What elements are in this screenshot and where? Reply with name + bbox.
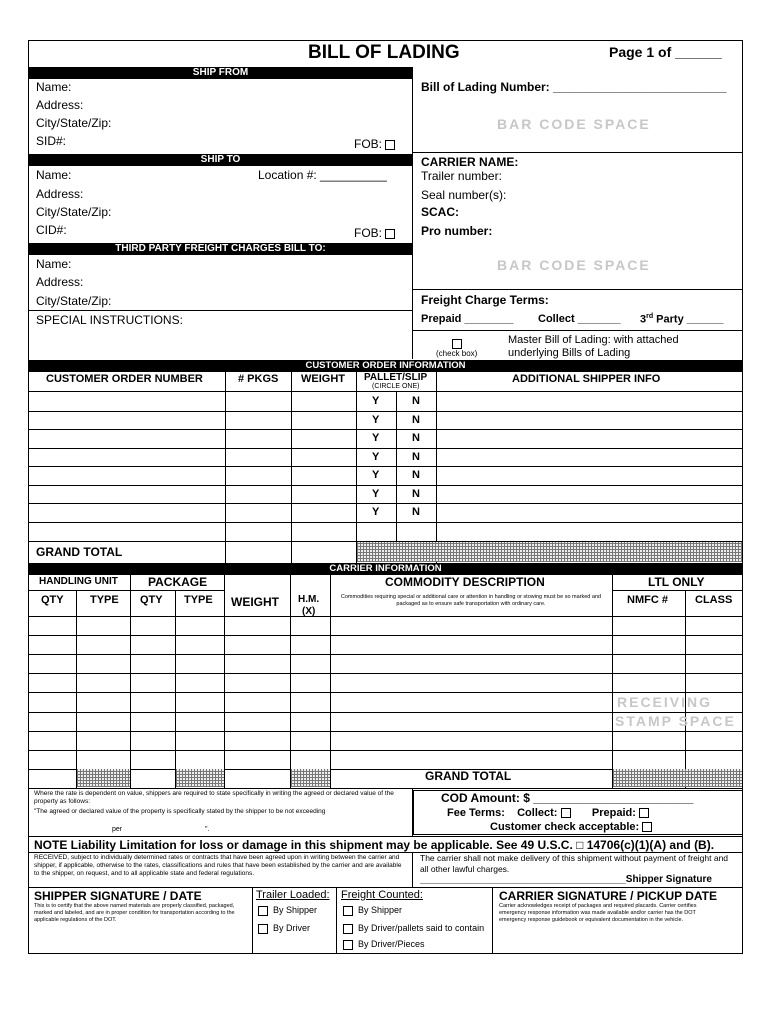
ship-from-fob-label: FOB: xyxy=(354,137,383,151)
cod-amount[interactable]: COD Amount: $ ________________________ xyxy=(441,791,694,805)
trailer-by-shipper-checkbox[interactable] xyxy=(258,906,268,916)
circle-one: (CIRCLE ONE) xyxy=(372,383,420,390)
pallet-no[interactable]: N xyxy=(412,506,420,518)
carrier-name[interactable]: CARRIER NAME: xyxy=(421,155,519,169)
pkg-qty: QTY xyxy=(140,594,163,606)
trailer-loaded-title: Trailer Loaded: xyxy=(256,889,330,901)
scac[interactable]: SCAC: xyxy=(421,205,459,219)
third-party-name[interactable]: Name: xyxy=(36,257,72,271)
carrier-row[interactable] xyxy=(28,673,743,674)
ci-weight: WEIGHT xyxy=(231,595,279,609)
declared-per[interactable]: per xyxy=(112,826,123,833)
counted-pallets-checkbox[interactable] xyxy=(343,924,353,934)
pallet-no[interactable]: N xyxy=(412,488,420,500)
order-row[interactable] xyxy=(28,430,743,448)
hatch-hu-type xyxy=(77,769,130,787)
barcode-space-1: BAR CODE SPACE xyxy=(497,116,651,132)
carrier-ack-text: Carrier acknowledges receipt of packages and required placards. Carrier certifies emergency response information was made available and/or carrier has the DOT emergency response guidebook or equivalent documentation in the vehicle. xyxy=(499,903,697,923)
carrier-row[interactable] xyxy=(28,692,743,693)
third-party-address[interactable]: Address: xyxy=(36,275,84,289)
ci-hm: H.M. xyxy=(298,594,320,605)
commodity-description: COMMODITY DESCRIPTION xyxy=(385,575,545,589)
page-number[interactable]: Page 1 of ______ xyxy=(609,44,722,60)
pallet-yes[interactable]: Y xyxy=(372,414,380,426)
carrier-row[interactable] xyxy=(28,731,743,732)
hatch-hm xyxy=(291,769,330,787)
carrier-signature-title[interactable]: CARRIER SIGNATURE / PICKUP DATE xyxy=(499,889,718,903)
check-box-label: (check box) xyxy=(436,349,478,358)
trailer-number[interactable]: Trailer number: xyxy=(421,169,502,183)
pallet-no[interactable]: N xyxy=(412,414,420,426)
ship-from-sid[interactable]: SID#: xyxy=(36,134,67,148)
counted-by-shipper: By Shipper xyxy=(358,905,403,915)
col-customer-order-number: CUSTOMER ORDER NUMBER xyxy=(46,373,203,385)
receiving-stamp-2: STAMP SPACE xyxy=(615,713,736,729)
col-weight: WEIGHT xyxy=(301,373,345,385)
trailer-by-driver: By Driver xyxy=(273,923,311,933)
ship-to-address[interactable]: Address: xyxy=(36,187,84,201)
freight-collect[interactable]: Collect _______ xyxy=(538,313,621,325)
liability-note: NOTE Liability Limitation for loss or damage in this shipment may be applicable. See 49 U.S.C. □ 14706(c)(1)(A) and (B). xyxy=(34,838,715,852)
third-party-bar: THIRD PARTY FREIGHT CHARGES BILL TO: xyxy=(29,243,412,255)
shipper-signature-line[interactable]: _____________________________________Shipper Signature xyxy=(420,874,712,885)
declared-value-statement: "The agreed or declared value of the property is specifically stated by the shipper to be not exceeding xyxy=(34,808,326,815)
fee-collect-checkbox[interactable] xyxy=(561,808,571,818)
declared-end: ". xyxy=(205,826,210,833)
counted-pallets: By Driver/pallets said to contain xyxy=(358,923,485,933)
fee-prepaid-checkbox[interactable] xyxy=(639,808,649,818)
package: PACKAGE xyxy=(148,575,208,589)
order-row[interactable] xyxy=(28,393,743,411)
shipper-signature-title[interactable]: SHIPPER SIGNATURE / DATE xyxy=(34,889,202,903)
barcode-space-2: BAR CODE SPACE xyxy=(497,257,651,273)
ship-to-name[interactable]: Name: xyxy=(36,168,72,182)
carrier-row[interactable] xyxy=(28,750,743,751)
ship-from-fob-checkbox[interactable] xyxy=(385,140,395,150)
pallet-no[interactable]: N xyxy=(412,451,420,463)
hu-qty: QTY xyxy=(41,594,64,606)
carrier-row[interactable] xyxy=(28,616,743,617)
hatch-ltl xyxy=(613,769,742,787)
seal-numbers[interactable]: Seal number(s): xyxy=(421,188,507,202)
ship-from-address[interactable]: Address: xyxy=(36,98,84,112)
master-bol-line2: underlying Bills of Lading xyxy=(508,347,631,359)
handling-unit: HANDLING UNIT xyxy=(39,576,118,587)
counted-by-shipper-checkbox[interactable] xyxy=(343,906,353,916)
ship-from-name[interactable]: Name: xyxy=(36,80,72,94)
ship-from-bar: SHIP FROM xyxy=(29,67,412,79)
pallet-yes[interactable]: Y xyxy=(372,469,380,481)
master-bol-checkbox[interactable] xyxy=(452,339,462,349)
counted-pieces: By Driver/Pieces xyxy=(358,939,425,949)
carrier-grand-total: GRAND TOTAL xyxy=(425,769,512,783)
ci-hm-x: (X) xyxy=(302,606,316,617)
received-text: RECEIVED, subject to individually determined rates or contracts that have been agreed upon in writing between the carrier and shipper, if applicable, otherwise to the rates, classifications and rules that have been established by the carrier and are available to the shipper, on request, and to all applicable state and federal regulations. xyxy=(34,854,402,877)
ship-from-city[interactable]: City/State/Zip: xyxy=(36,116,112,130)
trailer-by-driver-checkbox[interactable] xyxy=(258,924,268,934)
bol-number-field[interactable]: Bill of Lading Number: __________________________ xyxy=(421,80,727,94)
shipper-certify-text: This is to certify that the above named materials are properly classified, packaged, marked and labeled, and are in proper condition for transportation according to the applicable regulations of the DOT. xyxy=(34,903,235,923)
col-pkgs: # PKGS xyxy=(238,373,279,385)
pallet-yes[interactable]: Y xyxy=(372,432,380,444)
ltl-only: LTL ONLY xyxy=(648,575,705,589)
order-row[interactable] xyxy=(28,486,743,504)
counted-pieces-checkbox[interactable] xyxy=(343,940,353,950)
ship-to-bar: SHIP TO xyxy=(29,154,412,166)
freight-counted-title: Freight Counted: xyxy=(341,889,423,901)
pallet-yes[interactable]: Y xyxy=(372,506,380,518)
pallet-yes[interactable]: Y xyxy=(372,395,380,407)
third-party-city[interactable]: City/State/Zip: xyxy=(36,294,112,308)
commodity-note: Commodities requiring special or additional care or attention in handling or stowing must be so marked and packaged as to ensure safe transportation with ordinary care. xyxy=(340,594,602,607)
class: CLASS xyxy=(695,594,733,606)
ship-to-fob-label: FOB: xyxy=(354,226,383,240)
freight-third-party[interactable]: 3rd Party ______ xyxy=(640,313,724,326)
carrier-info-bar: CARRIER INFORMATION xyxy=(28,563,743,575)
fee-collect-label: Collect: xyxy=(517,807,558,819)
hatch-pkg-type xyxy=(176,769,224,787)
carrier-row[interactable] xyxy=(28,635,743,636)
pallet-no[interactable]: N xyxy=(412,469,420,481)
customer-order-bar: CUSTOMER ORDER INFORMATION xyxy=(28,360,743,372)
freight-charge-terms: Freight Charge Terms: xyxy=(421,293,549,307)
special-instructions[interactable]: SPECIAL INSTRUCTIONS: xyxy=(36,313,183,327)
order-row[interactable] xyxy=(28,412,743,430)
pallet-yes[interactable]: Y xyxy=(372,451,380,463)
order-grand-total: GRAND TOTAL xyxy=(36,545,123,559)
receiving-stamp-1: RECEIVING xyxy=(617,694,713,710)
order-row[interactable] xyxy=(28,467,743,485)
ship-to-city[interactable]: City/State/Zip: xyxy=(36,205,112,219)
pallet-yes[interactable]: Y xyxy=(372,488,380,500)
fee-prepaid-label: Prepaid: xyxy=(591,807,636,819)
hu-type: TYPE xyxy=(90,594,119,606)
trailer-by-shipper: By Shipper xyxy=(273,905,318,915)
order-grand-total-hatch xyxy=(357,542,742,562)
col-pallet-slip: PALLET/SLIP xyxy=(364,372,428,383)
col-additional-shipper-info: ADDITIONAL SHIPPER INFO xyxy=(512,373,661,385)
order-row[interactable] xyxy=(28,504,743,522)
fee-terms: Fee Terms: xyxy=(447,807,505,819)
nmfc: NMFC # xyxy=(627,594,668,606)
ship-to-cid[interactable]: CID#: xyxy=(36,223,67,237)
pkg-type: TYPE xyxy=(184,594,213,606)
customer-check-label: Customer check acceptable: xyxy=(490,821,640,833)
master-bol-line1: Master Bill of Lading: with attached xyxy=(508,334,679,346)
pro-number[interactable]: Pro number: xyxy=(421,224,493,238)
pallet-no[interactable]: N xyxy=(412,395,420,407)
carrier-row[interactable] xyxy=(28,654,743,655)
customer-check-checkbox[interactable] xyxy=(642,822,652,832)
order-row[interactable] xyxy=(28,449,743,467)
pallet-no[interactable]: N xyxy=(412,432,420,444)
freight-prepaid[interactable]: Prepaid ________ xyxy=(421,313,514,325)
carrier-delivery-text: The carrier shall not make delivery of this shipment without payment of freight and all other lawful charges. xyxy=(420,853,729,874)
ship-to-location[interactable]: Location #: __________ xyxy=(258,168,387,182)
page-title: BILL OF LADING xyxy=(308,42,460,63)
declared-value-text: Where the rate is dependent on value, shippers are required to state specifically in writing the agreed or declared value of the property as follows: xyxy=(34,790,394,805)
ship-to-fob-checkbox[interactable] xyxy=(385,229,395,239)
